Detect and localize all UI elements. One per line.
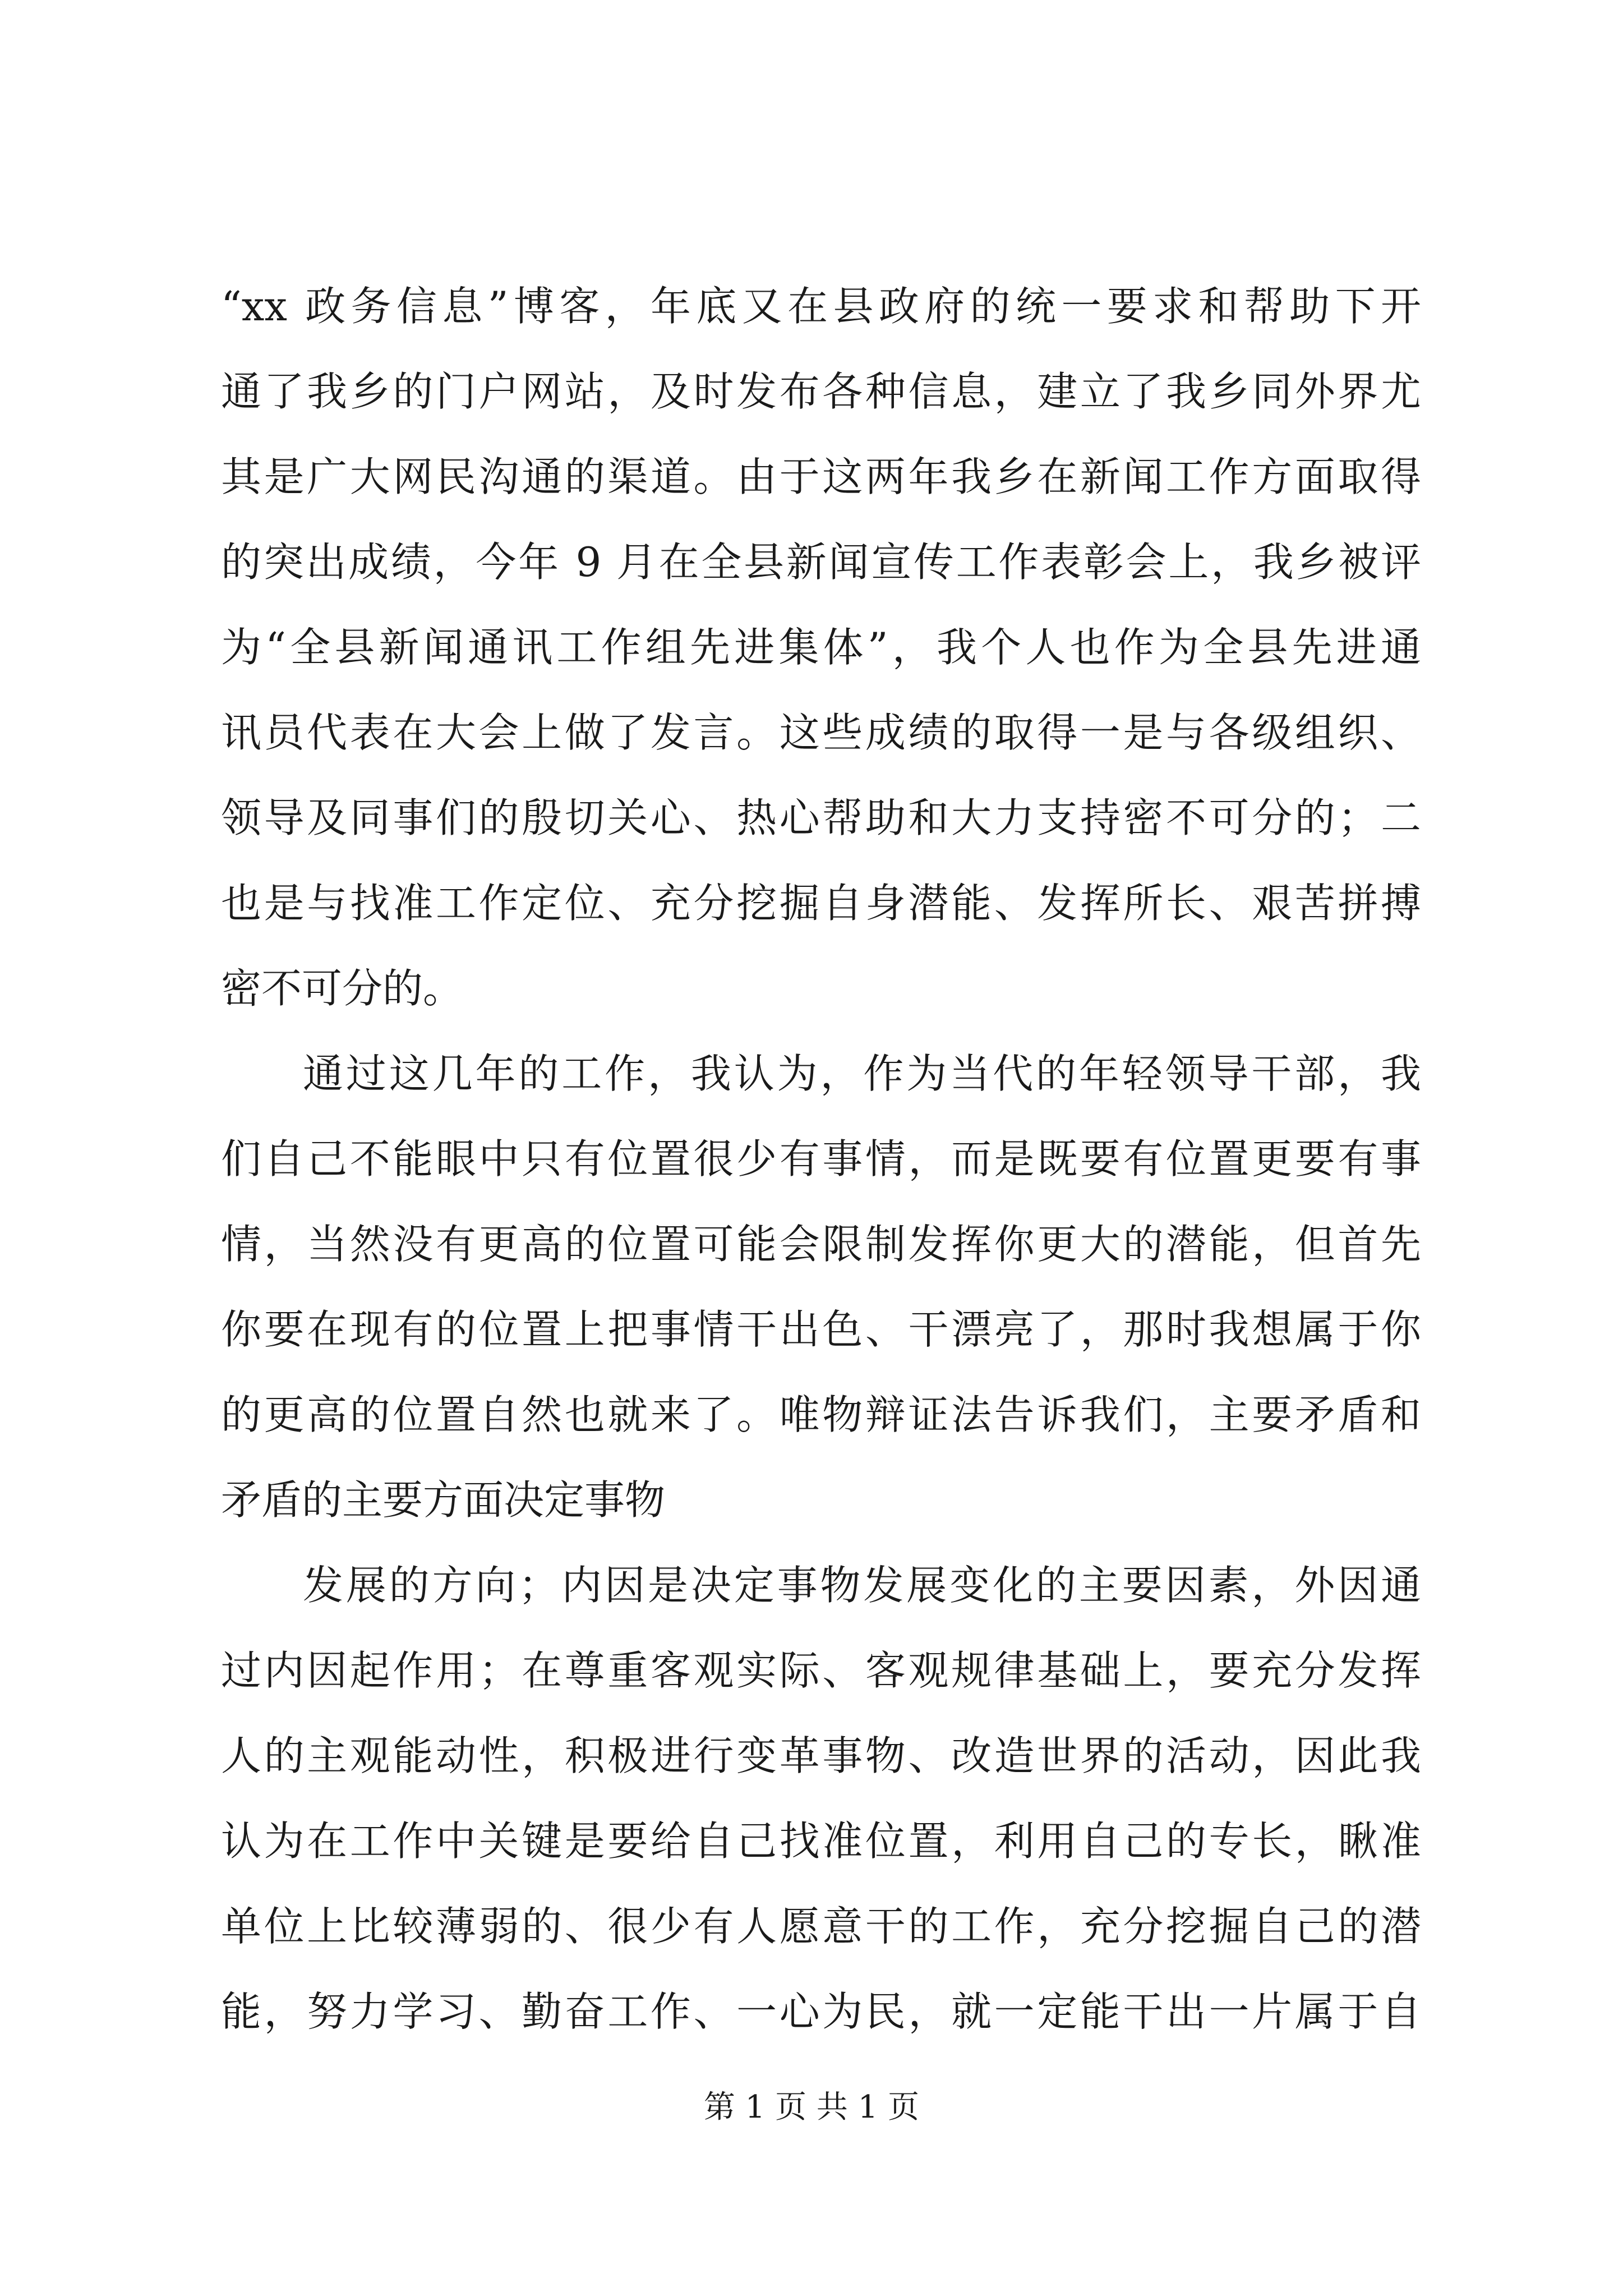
text-line: 通过这几年的工作，我认为，作为当代的年轻领导干部，我 (303, 1050, 1421, 1097)
text-line: 的突出成绩，今年 9 月在全县新闻宣传工作表彰会上，我乡被评 (221, 539, 1421, 586)
text-line: 密不可分的。 (221, 965, 464, 1012)
text-line: 通了我乡的门户网站，及时发布各种信息，建立了我乡同外界尤 (221, 368, 1421, 415)
text-line: 讯员代表在大会上做了发言。这些成绩的取得一是与各级组织、 (221, 709, 1421, 756)
page-footer: 第 1 页 共 1 页 (703, 2089, 920, 2125)
text-line: 领导及同事们的殷切关心、热心帮助和大力支持密不可分的；二 (221, 794, 1421, 841)
paragraph-3 (221, 1543, 1421, 2054)
body-text (221, 264, 1421, 2054)
paragraph-2 (221, 1031, 1421, 1543)
text-line: “xx 政务信息”博客，年底又在县政府的统一要求和帮助下开 (221, 283, 1421, 330)
text-line: 发展的方向；内因是决定事物发展变化的主要因素，外因通 (303, 1562, 1421, 1609)
text-line: 认为在工作中关键是要给自己找准位置，利用自己的专长，瞅准 (221, 1818, 1421, 1865)
text-line: 为“全县新闻通讯工作组先进集体”，我个人也作为全县先进通 (221, 624, 1421, 671)
text-line: 矛盾的主要方面决定事物 (221, 1476, 666, 1524)
text-line: 情，当然没有更高的位置可能会限制发挥你更大的潜能，但首先 (221, 1221, 1421, 1268)
text-line: 能，努力学习、勤奋工作、一心为民，就一定能干出一片属于自 (221, 1988, 1421, 2035)
text-line: 你要在现有的位置上把事情干出色、干漂亮了，那时我想属于你 (221, 1306, 1421, 1353)
text-line: 们自己不能眼中只有位置很少有事情，而是既要有位置更要有事 (221, 1135, 1421, 1182)
text-line: 的更高的位置自然也就来了。唯物辩证法告诉我们，主要矛盾和 (221, 1391, 1421, 1438)
paragraph-1 (221, 264, 1421, 1031)
text-line: 也是与找准工作定位、充分挖掘自身潜能、发挥所长、艰苦拼搏 (221, 880, 1421, 927)
text-line: 人的主观能动性，积极进行变革事物、改造世界的活动，因此我 (221, 1732, 1421, 1779)
text-line: 单位上比较薄弱的、很少有人愿意干的工作，充分挖掘自己的潜 (221, 1903, 1421, 1950)
text-line: 过内因起作用；在尊重客观实际、客观规律基础上，要充分发挥 (221, 1647, 1421, 1694)
text-line: 其是广大网民沟通的渠道。由于这两年我乡在新闻工作方面取得 (221, 453, 1421, 500)
